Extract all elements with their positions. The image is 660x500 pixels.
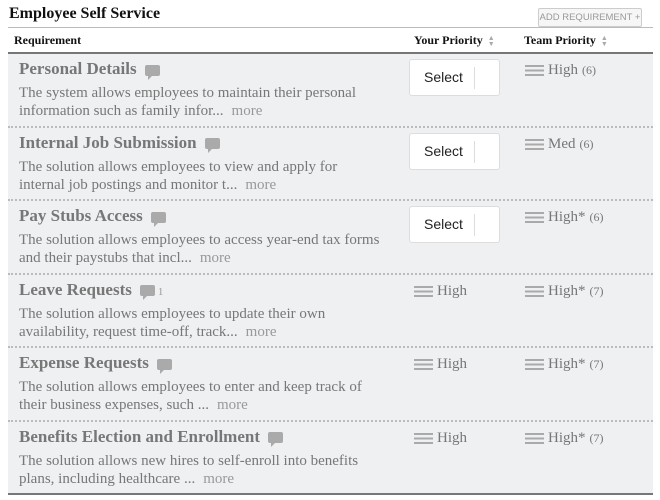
requirement-title[interactable]: Internal Job Submission [19, 132, 197, 152]
requirement-name[interactable] [19, 427, 283, 447]
requirement-name[interactable] [19, 133, 220, 153]
description-line: The solution allows employees to view and apply for [19, 158, 338, 175]
add-requirement-button[interactable]: ADD REQUIREMENT + [538, 8, 642, 27]
drag-handle-icon [525, 65, 544, 76]
drag-handle-icon [525, 433, 544, 444]
description-line: information such as family infor... [19, 103, 224, 119]
header-your-priority[interactable] [414, 33, 495, 48]
requirement-title[interactable]: Benefits Election and Enrollment [19, 426, 260, 446]
requirement-title[interactable]: Leave Requests [19, 279, 132, 299]
team-priority-value: High* [548, 282, 586, 299]
team-priority-value: High [548, 62, 578, 78]
header-your-priority-label: Your Priority [414, 33, 483, 47]
your-priority[interactable] [414, 356, 467, 373]
page-title: Employee Self Service [9, 5, 161, 22]
requirement-title[interactable]: Personal Details [19, 59, 137, 78]
drag-handle-icon[interactable] [414, 286, 433, 297]
team-priority-value: Med [548, 135, 576, 152]
description-line: availability, request time-off, track... [19, 323, 238, 340]
your-priority-value: High [437, 356, 467, 372]
description-line: The system allows employees to maintain their personal [19, 85, 357, 101]
team-priority [525, 136, 594, 153]
description-line: their business expenses, such ... [19, 397, 209, 413]
divider [8, 27, 653, 28]
your-priority[interactable] [414, 430, 467, 447]
description-line: The solution allows new hires to self-enroll into benefits [19, 452, 359, 469]
vote-count: (7) [589, 430, 604, 445]
more-link[interactable]: more [245, 176, 277, 193]
requirement-row [8, 201, 653, 275]
your-priority-value: High [437, 282, 467, 299]
description-line: The solution allows employees to enter and keep track of [19, 379, 362, 395]
requirement-description [19, 452, 399, 488]
requirement-description [19, 305, 399, 341]
comment-icon[interactable] [157, 359, 172, 370]
vote-count: (6) [582, 63, 596, 77]
more-link[interactable]: more [245, 323, 277, 340]
requirement-name[interactable] [19, 206, 166, 226]
sort-icon[interactable]: ▲ ▼ [487, 34, 495, 49]
vote-count: (6) [579, 136, 594, 151]
description-line: plans, including healthcare ... [19, 470, 196, 487]
more-link[interactable]: more [203, 470, 235, 487]
requirements-list [8, 54, 653, 495]
comment-icon[interactable] [140, 285, 155, 296]
team-priority [525, 283, 604, 300]
your-priority[interactable] [414, 283, 467, 300]
requirement-title[interactable]: Expense Requests [19, 353, 149, 372]
drag-handle-icon [525, 359, 544, 370]
comment-icon[interactable] [151, 212, 166, 223]
header-team-priority[interactable] [524, 33, 608, 48]
requirement-description [19, 231, 399, 267]
requirement-row [8, 54, 653, 128]
requirement-name[interactable] [19, 280, 163, 300]
more-link[interactable]: more [199, 250, 231, 266]
team-priority [525, 356, 604, 373]
your-priority-select[interactable]: Select [409, 59, 500, 96]
drag-handle-icon [525, 212, 544, 223]
description-line: The solution allows employees to update their own [19, 305, 326, 322]
requirement-description [19, 84, 399, 120]
drag-handle-icon [525, 286, 544, 297]
your-priority-select[interactable]: Select [409, 206, 500, 243]
requirement-row [8, 128, 653, 202]
requirement-row [8, 422, 653, 496]
description-line: The solution allows employees to access year-end tax forms [19, 232, 380, 248]
requirement-row [8, 275, 653, 349]
more-link[interactable]: more [216, 397, 248, 413]
team-priority [525, 430, 604, 447]
drag-handle-icon [525, 139, 544, 150]
description-line: and their paystubs that incl... [19, 250, 192, 266]
drag-handle-icon[interactable] [414, 433, 433, 444]
requirement-title[interactable]: Pay Stubs Access [19, 206, 143, 225]
header-requirement: Requirement [14, 33, 82, 47]
comment-icon[interactable] [268, 432, 283, 443]
requirement-name[interactable] [19, 59, 160, 79]
drag-handle-icon[interactable] [414, 359, 433, 370]
requirement-description [19, 158, 399, 194]
vote-count: (6) [589, 210, 604, 224]
team-priority-value: High* [548, 356, 586, 372]
team-priority [525, 62, 596, 79]
more-link[interactable]: more [231, 103, 263, 119]
sort-icon[interactable]: ▲ ▼ [600, 34, 608, 49]
requirement-description [19, 378, 399, 414]
team-priority-value: High* [548, 209, 586, 225]
team-priority [525, 209, 604, 226]
your-priority-select[interactable]: Select [409, 133, 500, 170]
vote-count: (7) [589, 357, 604, 371]
description-line: internal job postings and monitor t... [19, 176, 238, 193]
comment-count: 1 [157, 285, 164, 298]
comment-icon[interactable] [145, 65, 160, 76]
requirement-name[interactable] [19, 353, 172, 373]
your-priority-value: High [437, 429, 467, 446]
requirement-row [8, 348, 653, 422]
header-team-priority-label: Team Priority [524, 33, 596, 47]
vote-count: (7) [589, 283, 604, 298]
comment-icon[interactable] [205, 138, 220, 149]
team-priority-value: High* [548, 429, 586, 446]
